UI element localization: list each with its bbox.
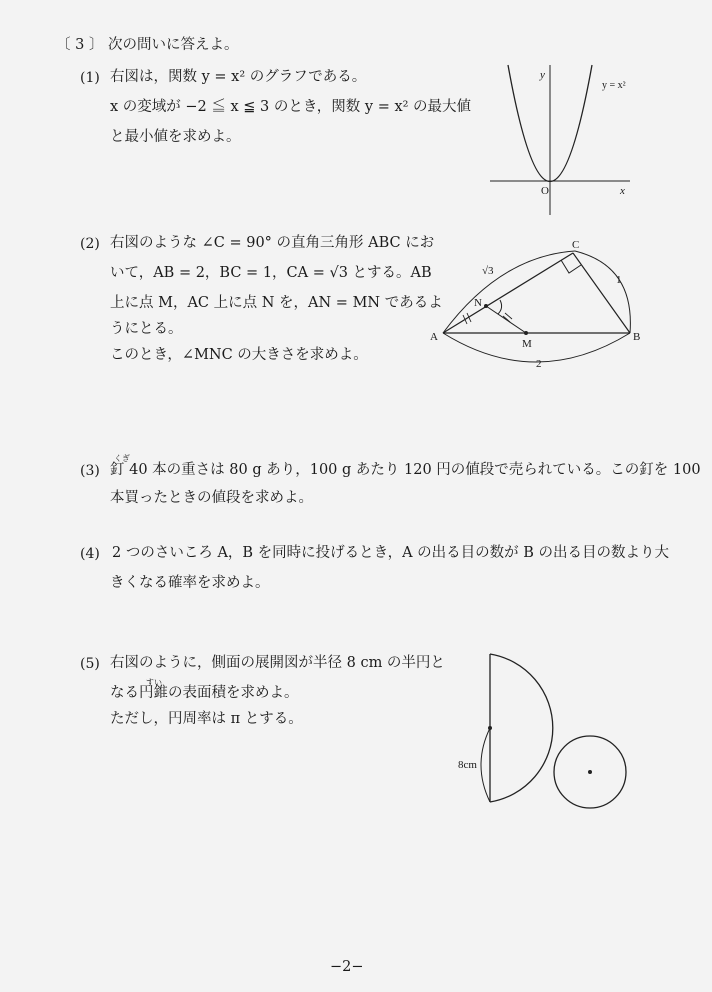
q4-number: (4): [80, 546, 100, 562]
q5-number: (5): [80, 656, 100, 672]
q2-line-1: 右図のような ∠C = 90° の直角三角形 ABC にお: [110, 235, 435, 251]
point-m-label: M: [522, 338, 532, 350]
q2-number: (2): [80, 236, 100, 252]
q5-ruby: すい: [146, 678, 162, 687]
radius-label: 8cm: [458, 759, 477, 771]
section-heading: 〔 3 〕 次の問いに答えよ。: [56, 37, 239, 53]
q1-line-2: x の変域が −2 ≦ x ≦ 3 のとき，関数 y = x² の最大値: [110, 99, 472, 115]
q2-line-3: 上に点 M，AC 上に点 N を，AN = MN であるよ: [110, 295, 443, 311]
q5-line-2: なる円錐の表面積を求めよ。: [110, 685, 299, 701]
side-bc-label: 1: [616, 274, 622, 286]
origin-label: O: [541, 185, 549, 197]
q3-line-1: 釘 40 本の重さは 80 g あり，100 g あたり 120 円の値段で売られている。この釘を 100: [110, 462, 701, 478]
parabola-figure: [480, 60, 650, 220]
q2-line-4: うにとる。: [110, 321, 183, 337]
curve-label: y = x²: [602, 80, 626, 91]
point-n-label: N: [474, 297, 482, 309]
side-ab-label: 2: [536, 358, 542, 370]
q5-line-3: ただし，円周率は π とする。: [110, 711, 303, 727]
y-axis-label: y: [540, 69, 545, 81]
q3-number: (3): [80, 463, 100, 479]
q4-line-1: 2 つのさいころ A，B を同時に投げるとき，A の出る目の数が B の出る目の数より大: [112, 545, 670, 561]
q4-line-2: きくなる確率を求めよ。: [110, 575, 270, 591]
side-ca-label: √3: [482, 265, 494, 277]
vertex-b-label: B: [633, 331, 641, 343]
vertex-a-label: A: [430, 331, 438, 343]
q1-line-1: 右図は，関数 y = x² のグラフである。: [110, 69, 367, 85]
triangle-figure: [430, 236, 650, 376]
q5-line-1: 右図のように，側面の展開図が半径 8 cm の半円と: [110, 655, 445, 671]
q1-line-3: と最小値を求めよ。: [110, 129, 241, 145]
q2-line-5: このとき，∠MNC の大きさを求めよ。: [110, 347, 368, 363]
vertex-c-label: C: [572, 239, 580, 251]
q1-number: (1): [80, 70, 100, 86]
q3-line-2: 本買ったときの値段を求めよ。: [110, 490, 313, 506]
page-number: −2−: [330, 959, 364, 975]
q3-ruby: くぎ: [114, 454, 130, 463]
cone-net-figure: [450, 650, 640, 810]
x-axis-label: x: [620, 185, 625, 197]
q2-line-2: いて，AB = 2，BC = 1，CA = √3 とする。AB: [110, 265, 432, 281]
